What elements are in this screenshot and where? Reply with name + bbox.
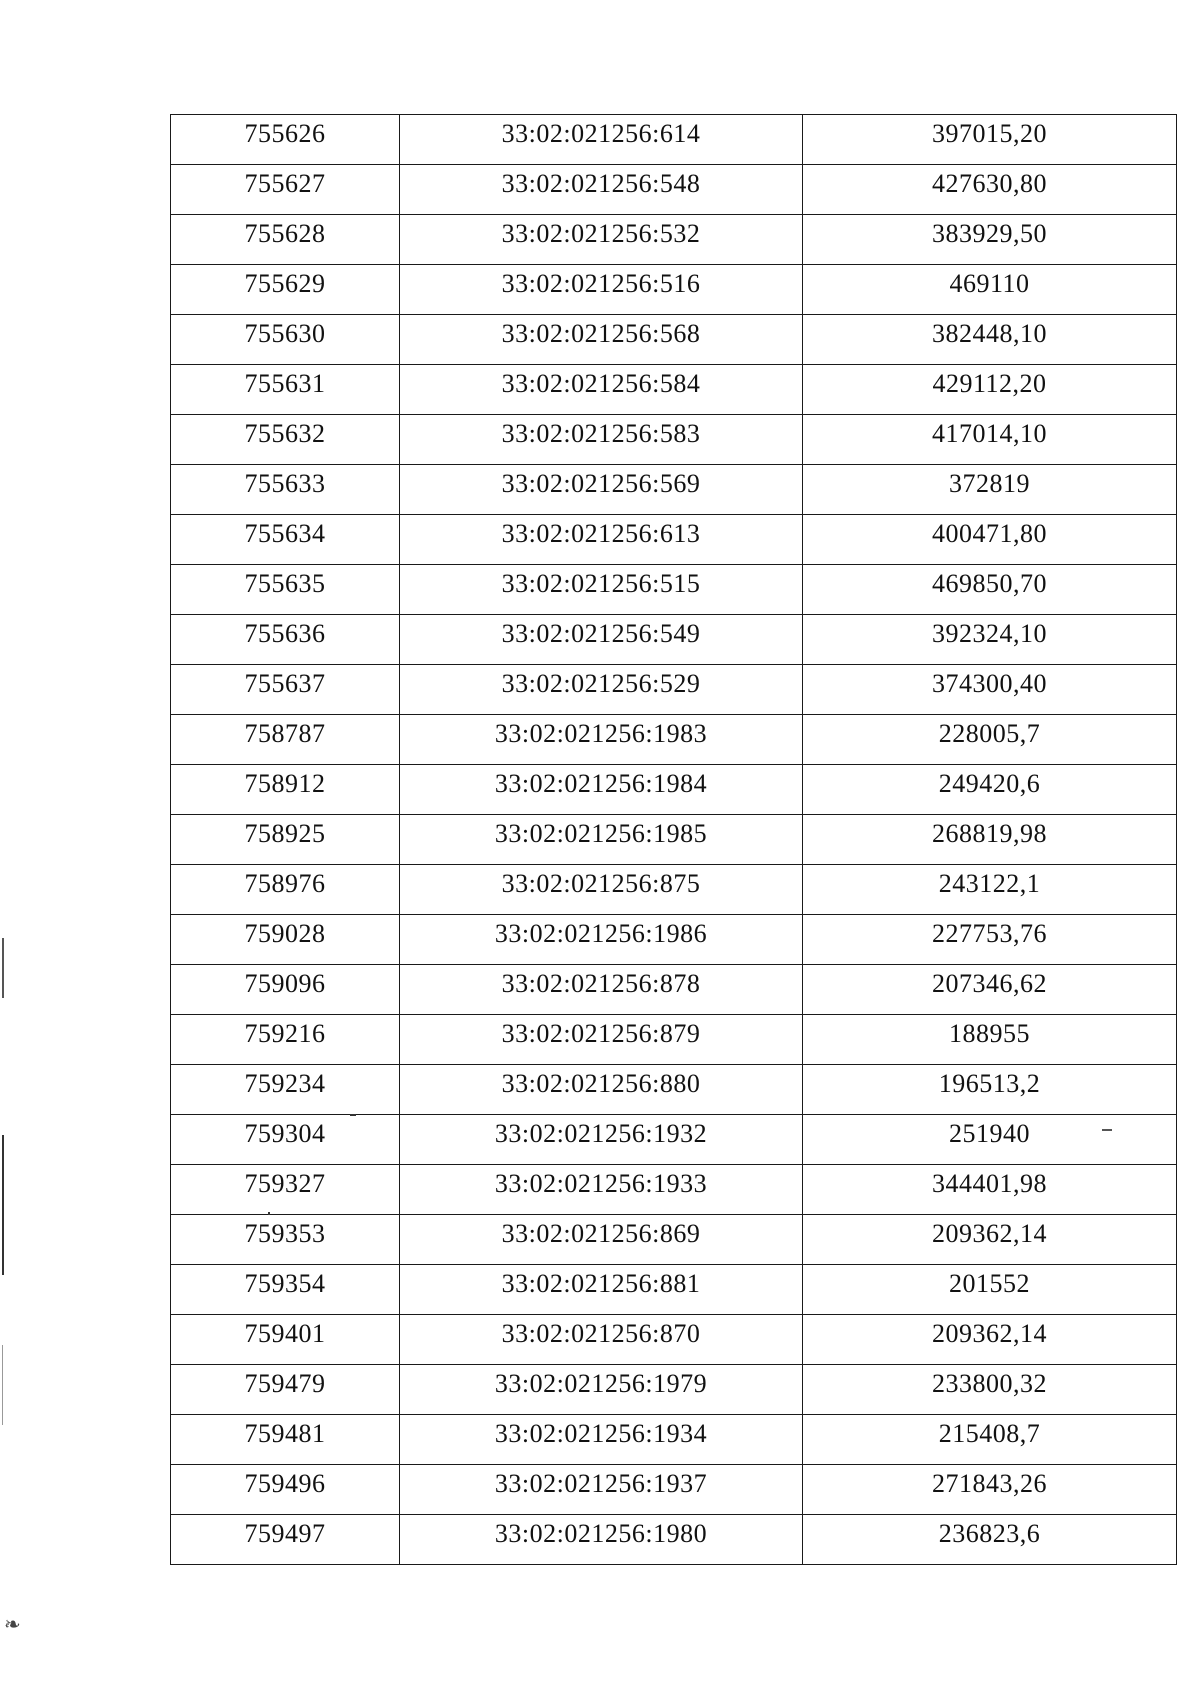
object-number-cell: 758976 [171, 865, 400, 915]
object-number-cell: 759401 [171, 1315, 400, 1365]
cadastral-value-cell: 374300,40 [803, 665, 1177, 715]
cadastral-number-cell: 33:02:021256:613 [400, 515, 803, 565]
scan-artifact-line [2, 938, 4, 998]
object-number-cell: 755629 [171, 265, 400, 315]
table-row [171, 415, 1177, 465]
cadastral-value-cell: 469850,70 [803, 565, 1177, 615]
object-number-cell: 755636 [171, 615, 400, 665]
scan-artifact-dot [268, 1212, 270, 1215]
scan-artifact-glyph: ❧ [4, 1614, 21, 1636]
scan-artifact-line [2, 1345, 3, 1425]
table-row [171, 1115, 1177, 1165]
table-row [171, 665, 1177, 715]
cadastral-number-cell: 33:02:021256:532 [400, 215, 803, 265]
cadastral-number-cell: 33:02:021256:1983 [400, 715, 803, 765]
cadastral-value-cell: 427630,80 [803, 165, 1177, 215]
table-row [171, 615, 1177, 665]
object-number-cell: 755635 [171, 565, 400, 615]
object-number-cell: 759028 [171, 915, 400, 965]
table-body [171, 115, 1177, 1565]
cadastral-value-cell: 201552 [803, 1265, 1177, 1315]
table-row [171, 1365, 1177, 1415]
cadastral-number-cell: 33:02:021256:875 [400, 865, 803, 915]
table-row [171, 1465, 1177, 1515]
object-number-cell: 755631 [171, 365, 400, 415]
object-number-cell: 755627 [171, 165, 400, 215]
object-number-cell: 759234 [171, 1065, 400, 1115]
scan-artifact-dot [1102, 1129, 1112, 1131]
object-number-cell: 758912 [171, 765, 400, 815]
cadastral-number-cell: 33:02:021256:1934 [400, 1415, 803, 1465]
object-number-cell: 755634 [171, 515, 400, 565]
object-number-cell: 755633 [171, 465, 400, 515]
cadastral-value-cell: 469110 [803, 265, 1177, 315]
object-number-cell: 758787 [171, 715, 400, 765]
cadastral-value-cell: 228005,7 [803, 715, 1177, 765]
cadastral-number-cell: 33:02:021256:879 [400, 1015, 803, 1065]
cadastral-value-table [170, 114, 1177, 1565]
cadastral-number-cell: 33:02:021256:1933 [400, 1165, 803, 1215]
table-row [171, 365, 1177, 415]
object-number-cell: 755630 [171, 315, 400, 365]
table-row [171, 965, 1177, 1015]
scan-artifact-line [2, 1135, 4, 1275]
object-number-cell: 759479 [171, 1365, 400, 1415]
cadastral-number-cell: 33:02:021256:583 [400, 415, 803, 465]
object-number-cell: 755632 [171, 415, 400, 465]
cadastral-number-cell: 33:02:021256:880 [400, 1065, 803, 1115]
cadastral-value-cell: 251940 [803, 1115, 1177, 1165]
table-row [171, 215, 1177, 265]
cadastral-value-cell: 209362,14 [803, 1315, 1177, 1365]
table-row [171, 315, 1177, 365]
cadastral-number-cell: 33:02:021256:869 [400, 1215, 803, 1265]
cadastral-value-cell: 243122,1 [803, 865, 1177, 915]
table-row [171, 1315, 1177, 1365]
object-number-cell: 758925 [171, 815, 400, 865]
cadastral-value-cell: 344401,98 [803, 1165, 1177, 1215]
cadastral-number-cell: 33:02:021256:1984 [400, 765, 803, 815]
table-row [171, 1165, 1177, 1215]
cadastral-value-cell: 188955 [803, 1015, 1177, 1065]
object-number-cell: 759354 [171, 1265, 400, 1315]
table-row [171, 165, 1177, 215]
cadastral-number-cell: 33:02:021256:569 [400, 465, 803, 515]
table-row [171, 915, 1177, 965]
cadastral-value-cell: 207346,62 [803, 965, 1177, 1015]
cadastral-value-cell: 215408,7 [803, 1415, 1177, 1465]
cadastral-number-cell: 33:02:021256:881 [400, 1265, 803, 1315]
table-row [171, 1515, 1177, 1565]
object-number-cell: 759216 [171, 1015, 400, 1065]
cadastral-number-cell: 33:02:021256:549 [400, 615, 803, 665]
object-number-cell: 759497 [171, 1515, 400, 1565]
object-number-cell: 759353 [171, 1215, 400, 1265]
cadastral-value-cell: 429112,20 [803, 365, 1177, 415]
cadastral-number-cell: 33:02:021256:870 [400, 1315, 803, 1365]
table-row [171, 815, 1177, 865]
cadastral-number-cell: 33:02:021256:878 [400, 965, 803, 1015]
table-row [171, 1015, 1177, 1065]
cadastral-value-cell: 400471,80 [803, 515, 1177, 565]
object-number-cell: 759304 [171, 1115, 400, 1165]
cadastral-number-cell: 33:02:021256:1937 [400, 1465, 803, 1515]
cadastral-value-cell: 392324,10 [803, 615, 1177, 665]
table-row [171, 265, 1177, 315]
object-number-cell: 759496 [171, 1465, 400, 1515]
object-number-cell: 759327 [171, 1165, 400, 1215]
cadastral-value-cell: 268819,98 [803, 815, 1177, 865]
table-row [171, 465, 1177, 515]
table-row [171, 765, 1177, 815]
cadastral-value-cell: 249420,6 [803, 765, 1177, 815]
cadastral-number-cell: 33:02:021256:568 [400, 315, 803, 365]
cadastral-number-cell: 33:02:021256:584 [400, 365, 803, 415]
table-row [171, 865, 1177, 915]
cadastral-number-cell: 33:02:021256:516 [400, 265, 803, 315]
cadastral-number-cell: 33:02:021256:515 [400, 565, 803, 615]
cadastral-number-cell: 33:02:021256:1980 [400, 1515, 803, 1565]
table-row [171, 115, 1177, 165]
cadastral-value-cell: 271843,26 [803, 1465, 1177, 1515]
cadastral-value-cell: 209362,14 [803, 1215, 1177, 1265]
cadastral-value-cell: 236823,6 [803, 1515, 1177, 1565]
cadastral-value-cell: 382448,10 [803, 315, 1177, 365]
table-row [171, 515, 1177, 565]
cadastral-number-cell: 33:02:021256:1985 [400, 815, 803, 865]
cadastral-number-cell: 33:02:021256:548 [400, 165, 803, 215]
cadastral-value-cell: 227753,76 [803, 915, 1177, 965]
cadastral-number-cell: 33:02:021256:529 [400, 665, 803, 715]
cadastral-number-cell: 33:02:021256:1979 [400, 1365, 803, 1415]
table-row [171, 715, 1177, 765]
cadastral-value-cell: 397015,20 [803, 115, 1177, 165]
table-row [171, 1215, 1177, 1265]
cadastral-number-cell: 33:02:021256:1932 [400, 1115, 803, 1165]
scan-artifact-dot [350, 1114, 356, 1116]
cadastral-value-cell: 233800,32 [803, 1365, 1177, 1415]
object-number-cell: 759481 [171, 1415, 400, 1465]
cadastral-number-cell: 33:02:021256:614 [400, 115, 803, 165]
object-number-cell: 755628 [171, 215, 400, 265]
object-number-cell: 755626 [171, 115, 400, 165]
cadastral-number-cell: 33:02:021256:1986 [400, 915, 803, 965]
cadastral-value-cell: 383929,50 [803, 215, 1177, 265]
table-row [171, 1415, 1177, 1465]
table-row [171, 1065, 1177, 1115]
object-number-cell: 759096 [171, 965, 400, 1015]
cadastral-value-cell: 372819 [803, 465, 1177, 515]
object-number-cell: 755637 [171, 665, 400, 715]
table-row [171, 565, 1177, 615]
cadastral-value-cell: 417014,10 [803, 415, 1177, 465]
table-row [171, 1265, 1177, 1315]
cadastral-value-cell: 196513,2 [803, 1065, 1177, 1115]
